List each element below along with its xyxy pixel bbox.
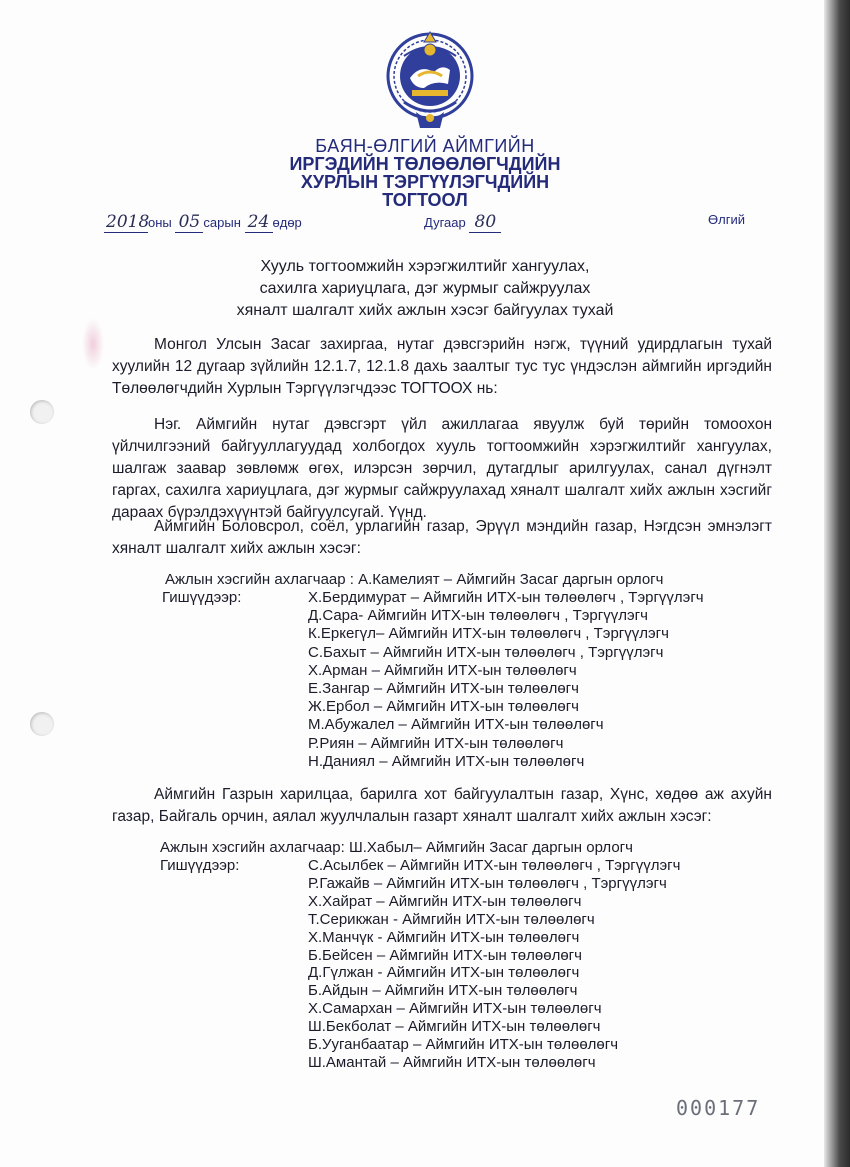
member-list-item: М.Абужалел – Аймгийн ИТХ-ын төлөөлөгч [308,716,604,734]
group2-intro-paragraph: Аймгийн Газрын харилцаа, барилга хот байгуулалтын газар, Хүнс, хөдөө аж ахуйн газар, Байгаль орчин, аялал жуулчлалын газарт хяналт шалгалт хийх ажлын хэсэг: [112,786,772,825]
member-list-item: Х.Арман – Аймгийн ИТХ-ын төлөөлөгч [308,661,577,679]
member-list-item: Д.Гүлжан - Аймгийн ИТХ-ын төлөөлөгч [308,964,580,982]
punch-hole [30,400,54,424]
ink-smudge [82,318,104,370]
month-suffix: сарын [203,215,241,230]
group2-leader: Ажлын хэсгийн ахлагчаар: Ш.Хабыл– Аймгийн Засаг даргын орлогч [160,839,633,856]
member-list-item: С.Бахыт – Аймгийн ИТХ-ын төлөөлөгч , Тэргүүлэгч [308,643,664,661]
group2-members-label: Гишүүдээр: [160,857,240,874]
punch-hole [30,712,54,736]
member-list-item: Х.Бердимурат – Аймгийн ИТХ-ын төлөөлөгч , Тэргүүлэгч [308,589,704,606]
member-list-item: К.Еркегүл– Аймгийн ИТХ-ын төлөөлөгч , Тэргүүлэгч [308,625,669,643]
header-resolution: ТОГТООЛ [382,190,468,210]
member-list-item: Б.Айдын – Аймгийн ИТХ-ын төлөөлөгч [308,982,578,1000]
resolution-title-line: Хууль тогтоомжийн хэрэгжилтийг хангуулах, [260,258,590,275]
header-organization: БАЯН-ӨЛГИЙ АЙМГИЙН [315,136,535,156]
group1-members-label: Гишүүдээр: [162,589,242,606]
resolution-title-line: сахилга хариуцлага, дэг журмыг сайжруулах [259,280,591,297]
header-council: ИРГЭДИЙН ТӨЛӨӨЛӨГЧДИЙН [289,154,561,174]
member-list-item: Т.Серикжан - Аймгийн ИТХ-ын төлөөлөгч [308,910,595,928]
resolution-date [104,212,302,233]
member-list-item: Х.Манчүк - Аймгийн ИТХ-ын төлөөлөгч [308,928,580,946]
header-presidium: ХУРЛЫН ТЭРГҮҮЛЭГЧДИЙН [300,172,550,192]
member-list-item: Н.Даниял – Аймгийн ИТХ-ын төлөөлөгч [308,752,585,770]
member-list-item: Б.Бейсен – Аймгийн ИТХ-ын төлөөлөгч [308,946,582,964]
member-list-item: Р.Риян – Аймгийн ИТХ-ын төлөөлөгч [308,734,564,752]
resolution-place: Өлгий [708,212,745,227]
state-emblem-icon [384,28,476,132]
number-value: 80 [469,212,501,233]
year-suffix: оны [148,215,172,230]
date-month: 05 [175,212,203,233]
number-label: Дугаар [424,215,466,230]
member-list-item: Ш.Амантай – Аймгийн ИТХ-ын төлөөлөгч [308,1053,596,1071]
group1-leader: Ажлын хэсгийн ахлагчаар : А.Камелият – Аймгийн Засаг даргын орлогч [165,571,664,588]
member-list-item: Х.Хайрат – Аймгийн ИТХ-ын төлөөлөгч [308,892,582,910]
member-list-item: Ш.Бекболат – Аймгийн ИТХ-ын төлөөлөгч [308,1018,601,1036]
member-list-item: С.Асылбек – Аймгийн ИТХ-ын төлөөлөгч , Тэргүүлэгч [308,857,681,874]
decision-paragraph: Нэг. Аймгийн нутаг дэвсгэрт үйл ажиллагаа явуулж буй төрийн томоохон үйлчилгээний байгууллагуудад холбогдох хууль тогтоомжийн хэрэгжилтийг хангуулах, шалгаж заавар зөвлөмж өгөх, илэрсэн зөрчил, дутагдлыг арилгуулах, санал дүгнэлт гаргах, сахилга хариуцлага, дэг журмыг сайжруулахад хяналт шалгалт хийх ажлын хэсгийг дараах бүрэлдэхүүнтэй байгуулсугай. Үүнд. [112,416,772,521]
member-list-item: Б.Ууганбаатар – Аймгийн ИТХ-ын төлөөлөгч [308,1036,619,1053]
resolution-title-line: хяналт шалгалт хийх ажлын хэсэг байгуулах тухай [236,302,614,319]
member-list-item: Х.Самархан – Аймгийн ИТХ-ын төлөөлөгч [308,1000,602,1018]
resolution-number [424,212,501,233]
date-year: 2018 [106,212,150,232]
preamble-paragraph: Монгол Улсын Засаг захиргаа, нутаг дэвсгэрийн нэгж, түүний удирдлагын тухай хуулийн 12 дугаар зүйлийн 12.1.7, 12.1.8 дахь заалтыг тус тус үндэслэн аймгийн иргэдийн Төлөөлөгчдийн Хурлын Тэргүүлэгчдээс ТОГТООХ нь: [112,336,772,397]
group1-intro-paragraph: Аймгийн Боловсрол, соёл, урлагийн газар, Эрүүл мэндийн газар, Нэгдсэн эмнэлэгт хяналт шалгалт хийх ажлын хэсэг: [112,518,772,557]
member-list-item: Р.Гажайв – Аймгийн ИТХ-ын төлөөлөгч , Тэргүүлэгч [308,874,667,892]
day-suffix: өдөр [272,215,302,230]
member-list-item: Е.Зангар – Аймгийн ИТХ-ын төлөөлөгч [308,680,579,697]
member-list-item: Ж.Ербол – Аймгийн ИТХ-ын төлөөлөгч [308,698,579,716]
member-list-item: Д.Сара- Аймгийн ИТХ-ын төлөөлөгч , Тэргүүлэгч [308,607,648,625]
date-day: 24 [245,212,273,233]
page-number-stamp: 000177 [676,1096,761,1120]
